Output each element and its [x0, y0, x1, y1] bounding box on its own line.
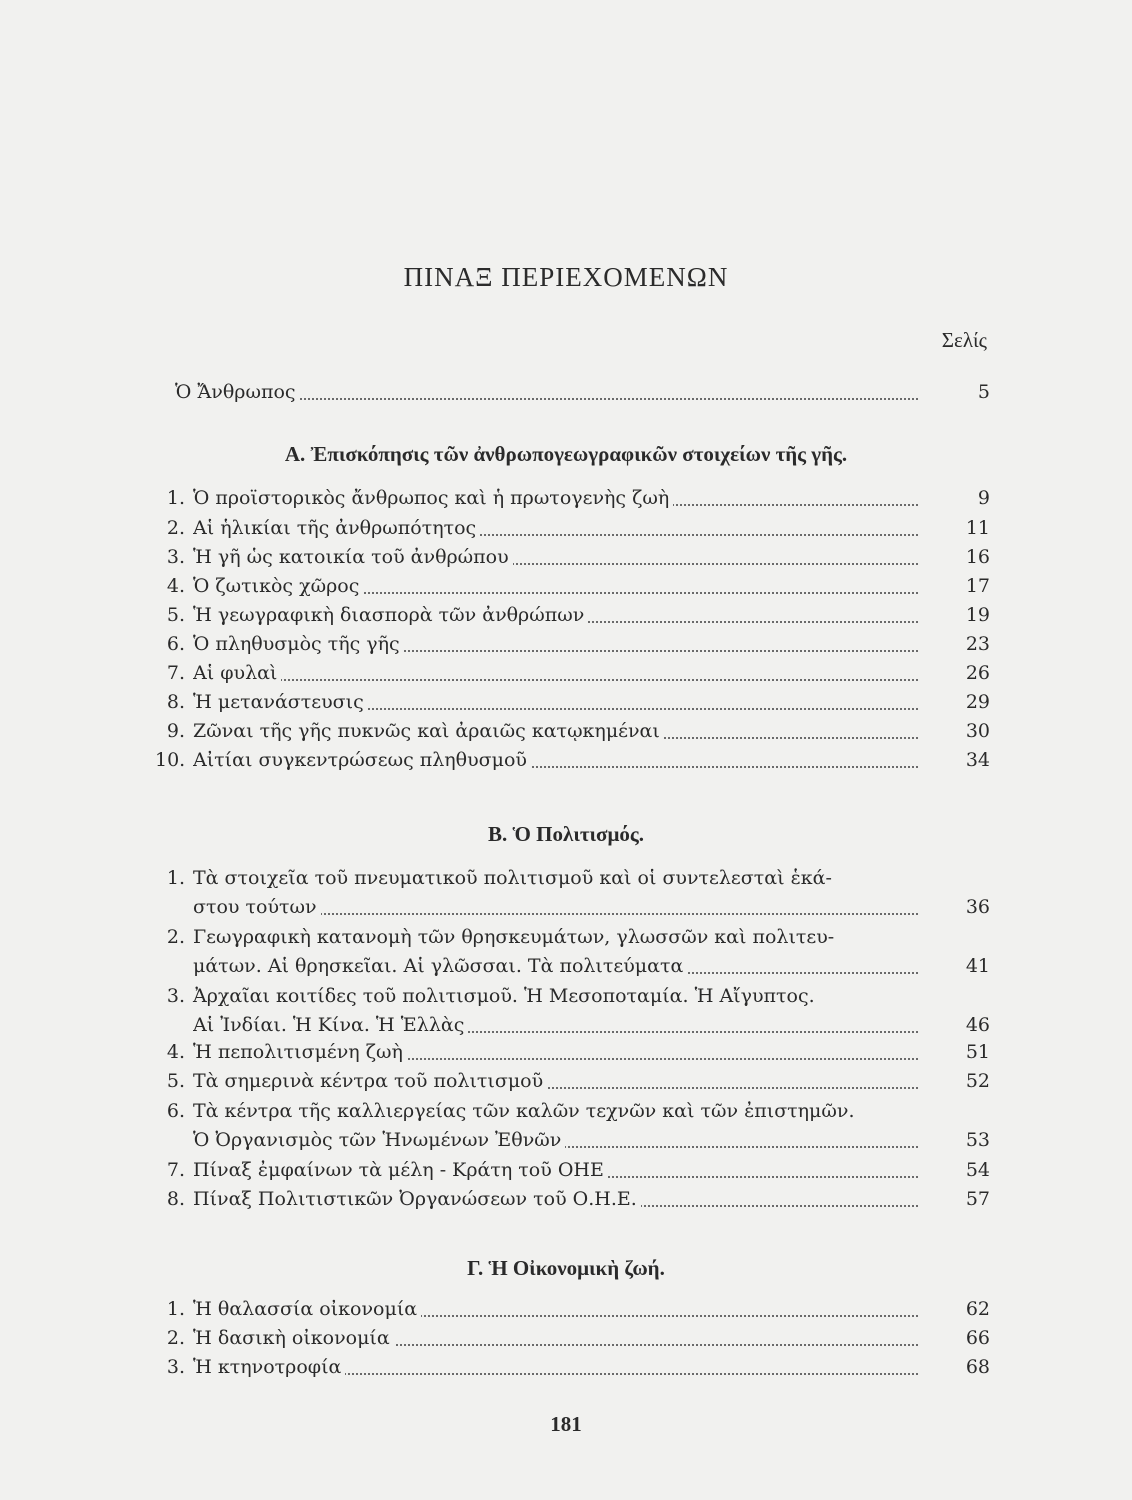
- entry-number-row: [155, 1096, 990, 1126]
- entry-page: 41: [965, 955, 990, 977]
- pages-column-label: Σελίς: [941, 328, 987, 352]
- section-b-entry-2[interactable]: [155, 951, 990, 981]
- entry-number: 5.: [166, 604, 185, 626]
- entry-page: 62: [965, 1298, 990, 1320]
- entry-number: 8.: [166, 1188, 185, 1210]
- section-b-entry-7[interactable]: [155, 1155, 990, 1185]
- entry-text: Αἱ φυλαὶ: [193, 662, 281, 684]
- entry-number: 6.: [166, 1100, 185, 1122]
- entry-number: 8.: [166, 691, 185, 713]
- entry-number: 7.: [166, 662, 185, 684]
- entry-text: Πίναξ Πολιτιστικῶν Ὀργανώσεων τοῦ Ο.Η.Ε.: [193, 1188, 641, 1210]
- section-a-entry-2[interactable]: [155, 513, 990, 543]
- entry-text: Ὁ προϊστορικὸς ἄνθρωπος καὶ ἡ πρωτογενὴς ζωὴ: [193, 487, 673, 509]
- entry-page: 54: [965, 1159, 990, 1181]
- entry-number-row: [155, 863, 990, 893]
- entry-number: 6.: [166, 633, 185, 655]
- entry-text: Ὁ ζωτικὸς χῶρος: [193, 575, 363, 597]
- section-a-entry-10[interactable]: [155, 745, 990, 775]
- entry-number: 4.: [166, 1041, 185, 1063]
- entry-number: 3.: [166, 985, 185, 1007]
- entry-page: 34: [965, 749, 990, 771]
- entry-text: Ζῶναι τῆς γῆς πυκνῶς καὶ ἀραιῶς κατῳκημέναι: [193, 720, 664, 742]
- entry-number: 3.: [166, 1356, 185, 1378]
- entry-page: 66: [965, 1327, 990, 1349]
- section-b-entry-8[interactable]: [155, 1184, 990, 1214]
- entry-number: 1.: [166, 867, 185, 889]
- section-a-heading: Α. Ἐπισκόπησις τῶν ἀνθρωπογεωγραφικῶν στοιχείων τῆς γῆς.: [284, 442, 848, 466]
- entry-number: 7.: [166, 1159, 185, 1181]
- entry-page: 57: [965, 1188, 990, 1210]
- section-a-entry-1[interactable]: [155, 483, 990, 513]
- entry-page: 26: [965, 662, 990, 684]
- entry-text: Αἱ Ἰνδίαι. Ἡ Κίνα. Ἡ Ἑλλὰς: [193, 1014, 468, 1036]
- entry-page: 11: [965, 517, 990, 539]
- entry-number: 5.: [166, 1070, 185, 1092]
- section-a-entry-4[interactable]: [155, 571, 990, 601]
- entry-text: Ἡ θαλασσία οἰκονομία: [193, 1298, 421, 1320]
- entry-page: 51: [965, 1041, 990, 1063]
- entry-number: 2.: [166, 517, 185, 539]
- entry-page: 36: [965, 896, 990, 918]
- entry-page: 53: [965, 1129, 990, 1151]
- entry-page: 5: [977, 381, 990, 403]
- entry-text: Ἡ δασικὴ οἰκονομία: [193, 1327, 394, 1349]
- section-b-entry-4[interactable]: [155, 1037, 990, 1067]
- entry-page: 16: [965, 546, 990, 568]
- entry-text: Αἱ ἡλικίαι τῆς ἀνθρωπότητος: [193, 517, 480, 539]
- entry-page: 29: [965, 691, 990, 713]
- entry-number: 2.: [166, 1327, 185, 1349]
- section-a-entry-3[interactable]: [155, 542, 990, 572]
- entry-text: Ὁ πληθυσμὸς τῆς γῆς: [193, 633, 404, 655]
- entry-text-line1: Γεωγραφικὴ κατανομὴ τῶν θρησκευμάτων, γλωσσῶν καὶ πολιτευ-: [193, 926, 835, 948]
- section-c-entry-3[interactable]: [155, 1352, 990, 1382]
- page-number: 181: [550, 1412, 582, 1436]
- entry-page: 46: [965, 1014, 990, 1036]
- entry-text: Ὁ Ὀργανισμὸς τῶν Ἡνωμένων Ἐθνῶν: [193, 1129, 565, 1151]
- entry-page: 30: [965, 720, 990, 742]
- entry-page: 68: [965, 1356, 990, 1378]
- entry-text: μάτων. Αἱ θρησκεῖαι. Αἱ γλῶσσαι. Τὰ πολιτεύματα: [193, 955, 687, 977]
- entry-page: 17: [965, 575, 990, 597]
- entry-text-line1: Τὰ κέντρα τῆς καλλιεργείας τῶν καλῶν τεχνῶν καὶ τῶν ἐπιστημῶν.: [193, 1100, 855, 1122]
- section-a-entry-7[interactable]: [155, 658, 990, 688]
- entry-text: Ἡ γεωγραφικὴ διασπορὰ τῶν ἀνθρώπων: [193, 604, 588, 626]
- entry-text: Ἡ κτηνοτροφία: [193, 1356, 345, 1378]
- entry-number: 1.: [166, 1298, 185, 1320]
- entry-number: 10.: [155, 749, 186, 771]
- entry-page: 23: [965, 633, 990, 655]
- section-c-entry-2[interactable]: [155, 1323, 990, 1353]
- entry-text: Ἡ γῆ ὡς κατοικία τοῦ ἀνθρώπου: [193, 546, 513, 568]
- entry-number-row: [155, 922, 990, 952]
- section-b-entry-5[interactable]: [155, 1066, 990, 1096]
- toc-entry-intro[interactable]: [155, 377, 990, 407]
- section-a-entry-9[interactable]: [155, 716, 990, 746]
- section-a-entry-6[interactable]: [155, 629, 990, 659]
- section-b-entry-6[interactable]: [155, 1125, 990, 1155]
- section-b-entry-1[interactable]: [155, 892, 990, 922]
- entry-text: Ἡ πεπολιτισμένη ζωὴ: [193, 1041, 407, 1063]
- entry-text-line1: Ἀρχαῖαι κοιτίδες τοῦ πολιτισμοῦ. Ἡ Μεσοποταμία. Ἡ Αἴγυπτος.: [193, 985, 815, 1007]
- section-a-entry-8[interactable]: [155, 687, 990, 717]
- section-c-entry-1[interactable]: [155, 1294, 990, 1324]
- entry-page: 9: [977, 487, 990, 509]
- entry-text: στου τούτων: [193, 896, 321, 918]
- entry-page: 52: [965, 1070, 990, 1092]
- entry-page: 19: [965, 604, 990, 626]
- section-b-heading: Β. Ὁ Πολιτισμός.: [488, 822, 644, 846]
- section-c-heading: Γ. Ἡ Οἰκονομικὴ ζωή.: [467, 1256, 665, 1280]
- section-a-entry-5[interactable]: [155, 600, 990, 630]
- entry-text-line1: Τὰ στοιχεῖα τοῦ πνευματικοῦ πολιτισμοῦ καὶ οἱ συντελεσταὶ ἑκά-: [193, 867, 832, 889]
- entry-text: Τὰ σημερινὰ κέντρα τοῦ πολιτισμοῦ: [193, 1070, 547, 1092]
- entry-number: 3.: [166, 546, 185, 568]
- entry-number: 4.: [166, 575, 185, 597]
- entry-text: Ἡ μετανάστευσις: [193, 691, 368, 713]
- section-b-entry-3[interactable]: [155, 1010, 990, 1040]
- page-title: ΠΙΝΑΞ ΠΕΡΙΕΧΟΜΕΝΩΝ: [403, 262, 729, 292]
- entry-number-row: [155, 981, 990, 1011]
- entry-text: Πίναξ ἐμφαίνων τὰ μέλη - Κράτη τοῦ ΟΗΕ: [193, 1159, 608, 1181]
- entry-number: 2.: [166, 926, 185, 948]
- entry-number: 1.: [166, 487, 185, 509]
- entry-number: 9.: [166, 720, 185, 742]
- entry-text: Αἰτίαι συγκεντρώσεως πληθυσμοῦ: [193, 749, 531, 771]
- entry-text: Ὁ Ἄνθρωπος: [175, 381, 300, 403]
